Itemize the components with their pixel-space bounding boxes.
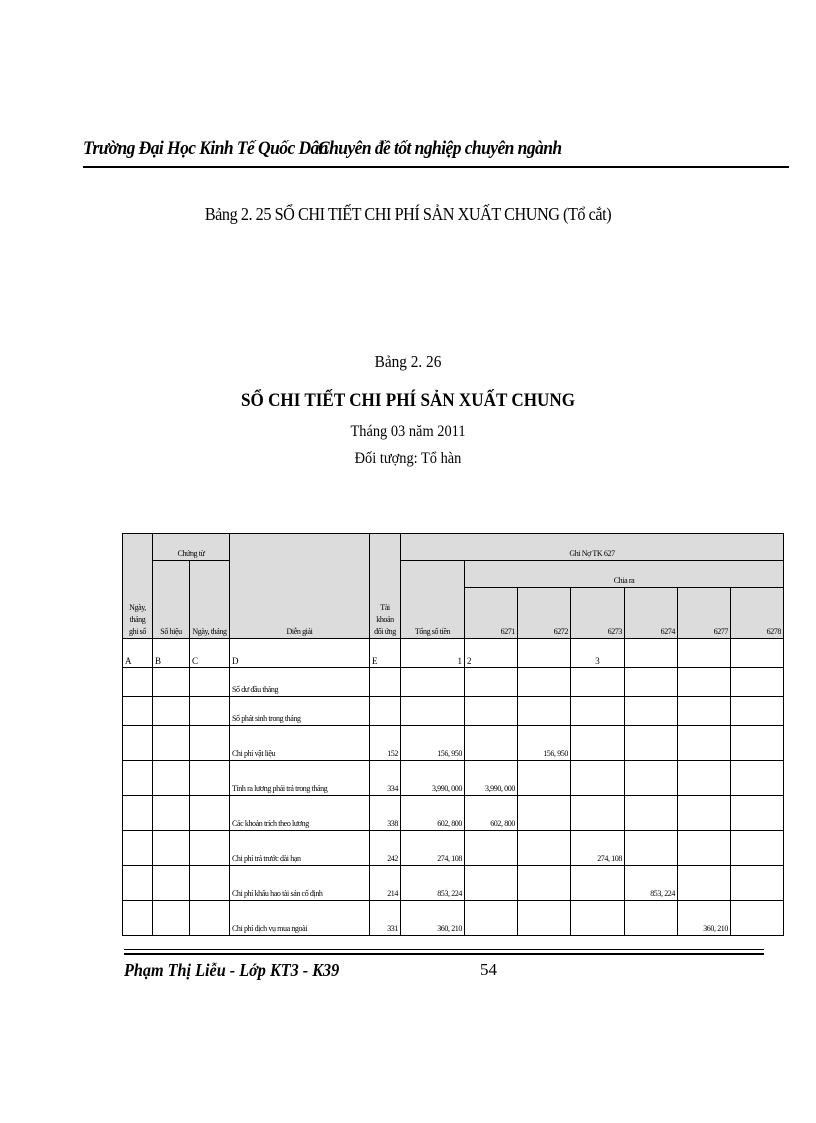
col-header-voucher: Chứng từ (153, 534, 230, 561)
cell-6277 (678, 866, 731, 901)
ledger-table (122, 533, 784, 936)
cell-6273 (571, 668, 625, 697)
code-cell (518, 639, 571, 668)
subject-line: Đối tượng: Tổ hàn (354, 450, 462, 467)
col-header-total: Tổng số tiền (401, 561, 465, 639)
col-header-voucher-no: Số hiệu (153, 561, 190, 639)
cell-6278 (731, 761, 784, 796)
code-cell: 1 (401, 639, 465, 668)
col-header-breakdown: Chia ra (465, 561, 784, 588)
code-cell: A (123, 639, 153, 668)
code-cell: B (153, 639, 190, 668)
row-account: 338 (370, 796, 401, 831)
footer-rule (124, 949, 764, 950)
cell-6273 (571, 697, 625, 726)
document-title: SỔ CHI TIẾT CHI PHÍ SẢN XUẤT CHUNG (240, 390, 576, 411)
table-row (123, 831, 784, 866)
cell-6274 (625, 726, 678, 761)
cell-6271: 602, 800 (465, 796, 518, 831)
row-account: 242 (370, 831, 401, 866)
table-caption: Bảng 2. 26 (374, 352, 442, 371)
cell-6277 (678, 831, 731, 866)
cell-6277 (678, 697, 731, 726)
cell-6272 (518, 761, 571, 796)
cell-6271 (465, 831, 518, 866)
cell-6274 (625, 796, 678, 831)
row-account: 331 (370, 901, 401, 936)
page-number: 54 (480, 960, 497, 979)
code-cell (625, 639, 678, 668)
cell-6278 (731, 831, 784, 866)
code-cell: D (230, 639, 370, 668)
cell-6271 (465, 866, 518, 901)
cell-6272 (518, 668, 571, 697)
col-header-6278: 6278 (731, 588, 784, 639)
row-desc: Chi phí trả trước dài hạn (230, 831, 370, 866)
row-desc: Chi phí khấu hao tài sản cố định (230, 866, 370, 901)
cell-6271: 3,990, 000 (465, 761, 518, 796)
col-header-debit: Ghi Nợ TK 627 (401, 534, 784, 561)
cell-6273 (571, 796, 625, 831)
cell-6274 (625, 831, 678, 866)
row-total: 853, 224 (401, 866, 465, 901)
cell-6272: 156, 950 (518, 726, 571, 761)
table-row (123, 761, 784, 796)
header-thesis: Chuyên đề tốt nghiệp chuyên ngành (318, 138, 562, 159)
col-header-desc: Diễn giải (230, 534, 370, 639)
row-desc: Chi phí vật liệu (230, 726, 370, 761)
cell-6273 (571, 866, 625, 901)
table-row (123, 668, 784, 697)
cell-6273 (571, 901, 625, 936)
cell-6278 (731, 796, 784, 831)
cell-6274 (625, 761, 678, 796)
cell-6274: 853, 224 (625, 866, 678, 901)
cell-6271 (465, 901, 518, 936)
row-total: 360, 210 (401, 901, 465, 936)
col-header-6277: 6277 (678, 588, 731, 639)
col-header-date: Ngày, tháng ghi sổ (123, 534, 153, 639)
cell-6277: 360, 210 (678, 901, 731, 936)
cell-6273 (571, 726, 625, 761)
row-desc: Các khoản trích theo lương (230, 796, 370, 831)
row-desc: Chi phí dịch vụ mua ngoài (230, 901, 370, 936)
row-total: 602, 800 (401, 796, 465, 831)
footer-rule (124, 953, 764, 955)
cell-6278 (731, 697, 784, 726)
cell-6273 (571, 761, 625, 796)
cell-6273: 274, 108 (571, 831, 625, 866)
cell-6278 (731, 726, 784, 761)
row-account (370, 668, 401, 697)
col-header-6271: 6271 (465, 588, 518, 639)
code-cell: C (190, 639, 230, 668)
month-line: Tháng 03 năm 2011 (350, 423, 466, 440)
column-code-row (123, 639, 784, 668)
table-row (123, 901, 784, 936)
cell-6272 (518, 866, 571, 901)
cell-6278 (731, 901, 784, 936)
footer-author: Phạm Thị Liễu - Lớp KT3 - K39 (124, 960, 340, 980)
cell-6271 (465, 668, 518, 697)
col-header-6274: 6274 (625, 588, 678, 639)
code-cell (678, 639, 731, 668)
header-rule (83, 166, 789, 168)
cell-6277 (678, 761, 731, 796)
previous-table-caption: Bảng 2. 25 SỔ CHI TIẾT CHI PHÍ SẢN XUẤT CHUNG (Tổ cắt) (204, 204, 612, 224)
cell-6274 (625, 901, 678, 936)
code-cell: E (370, 639, 401, 668)
table-row (123, 697, 784, 726)
table-row (123, 796, 784, 831)
cell-6277 (678, 726, 731, 761)
row-total: 3,990, 000 (401, 761, 465, 796)
code-cell: 3 (571, 639, 625, 668)
cell-6272 (518, 697, 571, 726)
code-cell: 2 (465, 639, 518, 668)
row-desc: Số phát sinh trong tháng (230, 697, 370, 726)
cell-6277 (678, 668, 731, 697)
col-header-6272: 6272 (518, 588, 571, 639)
cell-6278 (731, 668, 784, 697)
col-header-voucher-date: Ngày, tháng (190, 561, 230, 639)
row-total (401, 668, 465, 697)
cell-6278 (731, 866, 784, 901)
row-account (370, 697, 401, 726)
cell-6274 (625, 668, 678, 697)
cell-6272 (518, 901, 571, 936)
col-header-6273: 6273 (571, 588, 625, 639)
row-desc: Số dư đầu tháng (230, 668, 370, 697)
row-account: 152 (370, 726, 401, 761)
cell-6271 (465, 697, 518, 726)
table-row (123, 726, 784, 761)
header-school: Trường Đại Học Kinh Tế Quốc Dân (83, 138, 328, 159)
cell-6271 (465, 726, 518, 761)
row-account: 334 (370, 761, 401, 796)
row-total: 274, 108 (401, 831, 465, 866)
row-desc: Tính ra lương phải trả trong tháng (230, 761, 370, 796)
cell-6274 (625, 697, 678, 726)
row-account: 214 (370, 866, 401, 901)
cell-6272 (518, 831, 571, 866)
col-header-account: Tài khoản đối ứng (370, 534, 401, 639)
row-total (401, 697, 465, 726)
cell-6277 (678, 796, 731, 831)
cell-6272 (518, 796, 571, 831)
table-row (123, 866, 784, 901)
row-total: 156, 950 (401, 726, 465, 761)
code-cell (731, 639, 784, 668)
